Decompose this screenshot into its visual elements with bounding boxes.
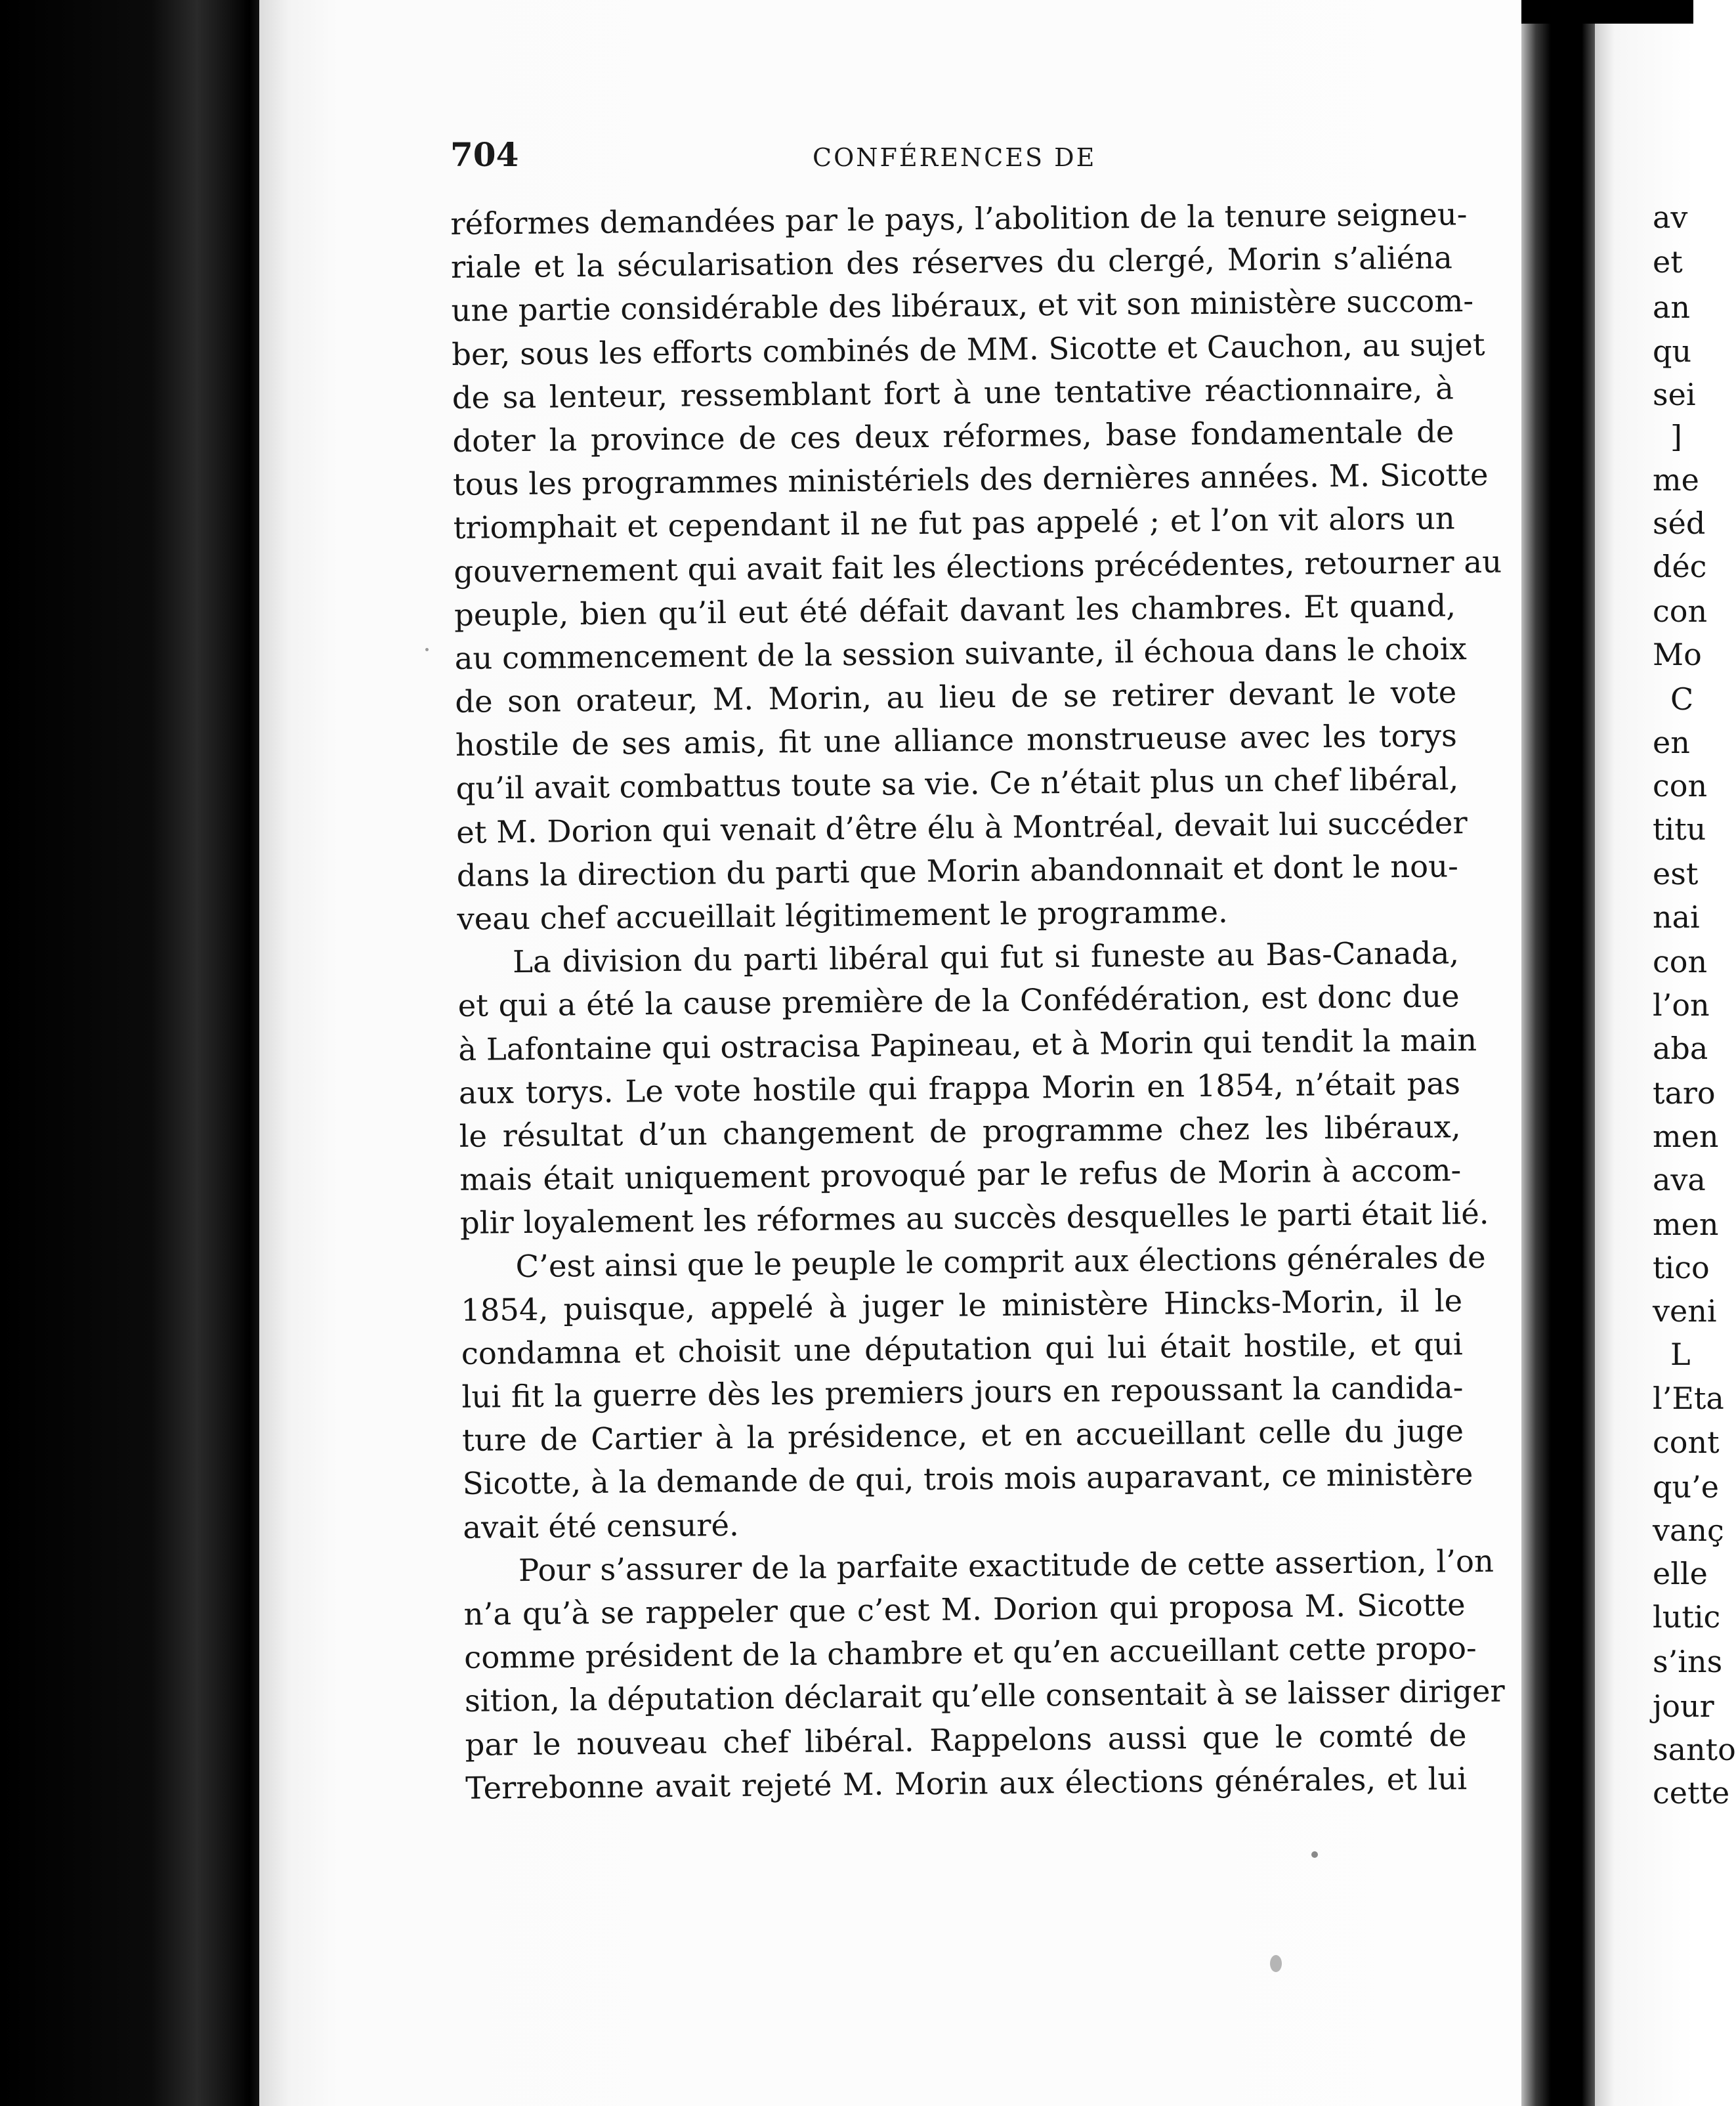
text-line: par le nouveau chef libéral. Rappelons aussi que le comté de (465, 1717, 1467, 1763)
text-line: hostile de ses amis, fit une alliance monstrueuse avec les torys (455, 718, 1458, 763)
facing-line: s’ins (1653, 1644, 1723, 1679)
facing-line: ava (1653, 1162, 1706, 1197)
body-text (450, 192, 1505, 1809)
text-line: et M. Dorion qui venait d’être élu à Montréal, devait lui succéder (455, 804, 1468, 850)
text-line: au commencement de la session suivante, il échoua dans le choix (454, 631, 1467, 676)
text-line: mais était uniquement provoqué par le refus de Morin à accom- (459, 1152, 1462, 1198)
facing-line: l’Eta (1653, 1381, 1724, 1416)
facing-line: santo (1653, 1732, 1736, 1767)
facing-line: veni (1653, 1293, 1717, 1329)
text-line: Sicotte, à la demande de qui, trois mois auparavant, ce ministère (462, 1456, 1473, 1502)
text-line: doter la province de ces deux réformes, base fondamentale de (452, 414, 1454, 459)
facing-line: jour (1653, 1688, 1714, 1724)
facing-line: tico (1653, 1250, 1710, 1285)
text-line: C’est ainsi que le peuple le comprit aux élections générales de (515, 1239, 1486, 1284)
facing-line: taro (1653, 1075, 1716, 1111)
text-line: La division du parti libéral qui fut si funeste au Bas-Canada, (512, 935, 1460, 980)
text-line: à Lafontaine qui ostracisa Papineau, et à Morin qui tendit la main (458, 1021, 1477, 1067)
scan-speck (425, 648, 429, 651)
text-line: riale et la sécularisation des réserves du clergé, Morin s’aliéna (450, 240, 1453, 286)
scan-speck (1270, 1955, 1282, 1972)
facing-line: est (1653, 856, 1699, 892)
text-line: gouvernement qui avait fait les élections précédentes, retourner au (454, 544, 1502, 590)
facing-line: me (1653, 462, 1699, 498)
facing-line: vanç (1653, 1513, 1724, 1548)
running-head: CONFÉRENCES DE (813, 143, 1097, 172)
text-line: réformes demandées par le pays, l’abolition de la tenure seigneu- (450, 196, 1468, 242)
facing-line: et (1653, 244, 1683, 280)
text-line: tous les programmes ministériels des dernières années. M. Sicotte (452, 456, 1489, 503)
text-line: ture de Cartier à la présidence, et en accueillant celle du juge (461, 1413, 1464, 1459)
text-line: avait été censuré. (463, 1507, 740, 1545)
facing-line: aba (1653, 1031, 1708, 1066)
facing-line: elle (1653, 1556, 1708, 1591)
facing-line: sei (1653, 377, 1696, 412)
facing-line: Mo (1653, 637, 1702, 672)
facing-line: lutic (1653, 1599, 1721, 1635)
facing-line: ] (1670, 419, 1682, 454)
text-line: Terrebonne avait rejeté M. Morin aux élections générales, et lui (465, 1760, 1468, 1806)
text-line: condamna et choisit une députation qui lui était hostile, et qui (461, 1326, 1464, 1371)
facing-line: l’on (1653, 987, 1710, 1023)
facing-line: con (1653, 593, 1708, 629)
text-line: lui fit la guerre dès les premiers jours en repoussant la candida- (461, 1369, 1464, 1415)
facing-line: an (1653, 290, 1691, 325)
facing-line: en (1653, 725, 1690, 760)
text-line: ber, sous les efforts combinés de MM. Sicotte et Cauchon, au sujet (451, 326, 1485, 372)
book-gutter-shadow (1521, 0, 1595, 2106)
text-line: sition, la députation déclarait qu’elle consentait à se laisser diriger (464, 1673, 1505, 1719)
text-line: et qui a été la cause première de la Confédération, est donc due (457, 978, 1460, 1024)
facing-line: qu’e (1653, 1469, 1719, 1505)
page-number: 704 (450, 135, 519, 174)
text-line: n’a qu’à se rappeler que c’est M. Dorion qui proposa M. Sicotte (463, 1587, 1466, 1632)
facing-line: nai (1653, 899, 1700, 935)
scanner-border-top (1521, 0, 1693, 24)
facing-line: C (1670, 681, 1694, 717)
text-line: qu’il avait combattus toute sa vie. Ce n’était plus un chef libéral, (455, 761, 1459, 807)
text-line: aux torys. Le vote hostile qui frappa Morin en 1854, n’était pas (458, 1065, 1461, 1111)
text-line: Pour s’assurer de la parfaite exactitude de cette assertion, l’on (518, 1543, 1494, 1588)
facing-line: déc (1653, 549, 1707, 584)
text-line: de son orateur, M. Morin, au lieu de se retirer devant le vote (455, 674, 1457, 720)
text-line: de sa lenteur, ressemblant fort à une tentative réactionnaire, à (452, 370, 1454, 416)
text-line: le résultat d’un changement de programme chez les libéraux, (459, 1109, 1461, 1154)
text-line: peuple, bien qu’il eut été défait davant les chambres. Et quand, (454, 588, 1456, 633)
text-line: comme président de la chambre et qu’en accueillant cette propo- (464, 1630, 1477, 1676)
facing-line: titu (1653, 811, 1706, 847)
scan-speck (1311, 1851, 1318, 1858)
text-line: dans la direction du parti que Morin abandonnait et dont le nou- (456, 848, 1459, 893)
facing-line: men (1653, 1207, 1719, 1242)
facing-line: L (1670, 1337, 1691, 1372)
facing-line: men (1653, 1119, 1719, 1154)
facing-line: qu (1653, 333, 1692, 369)
facing-line: séd (1653, 505, 1706, 541)
text-line: veau chef accueillait légitimement le programme. (457, 893, 1228, 937)
facing-line: cette (1653, 1775, 1730, 1811)
text-line: 1854, puisque, appelé à juger le ministère Hincks-Morin, il le (460, 1282, 1463, 1328)
facing-line: av (1653, 200, 1688, 235)
text-line: triomphait et cependant il ne fut pas appelé ; et l’on vit alors un (453, 500, 1455, 546)
facing-line: cont (1653, 1425, 1720, 1460)
facing-line: con (1653, 944, 1708, 979)
scanner-border-left (0, 0, 263, 2106)
text-line: une partie considérable des libéraux, et vit son ministère succom- (451, 283, 1474, 329)
text-line: plir loyalement les réformes au succès desquelles le parti était lié. (459, 1195, 1489, 1241)
facing-line: con (1653, 768, 1708, 804)
